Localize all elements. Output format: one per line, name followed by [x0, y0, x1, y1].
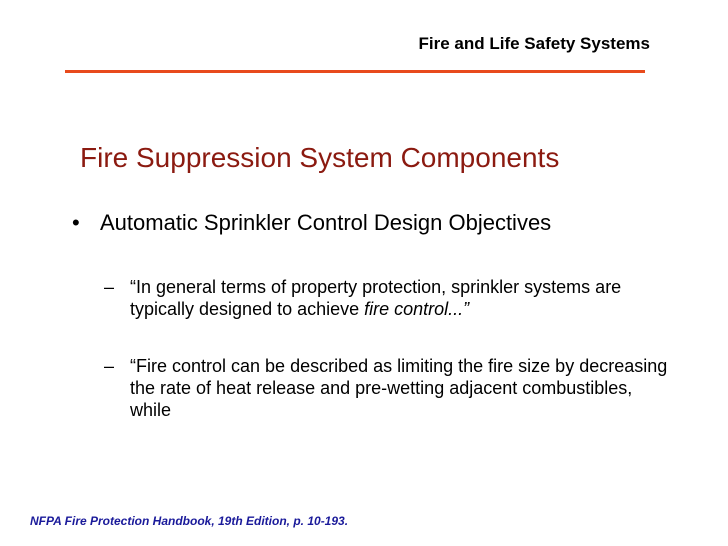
sub-bullet-marker: – [104, 277, 115, 297]
bullet-item [72, 210, 592, 236]
sub-bullet-text [130, 276, 669, 320]
sub-bullet-item [104, 276, 669, 320]
sub-bullet-text-italic: fire control...” [364, 299, 470, 319]
slide-title: Fire Suppression System Components [80, 142, 560, 173]
sub-bullet-item [104, 355, 669, 421]
header-divider [65, 70, 645, 73]
sub-bullet-text-regular: “In general terms of property protection, sprinkler systems are typically designed to achieve [130, 277, 622, 319]
header-title: Fire and Life Safety Systems [418, 34, 650, 53]
bullet-marker: • [72, 210, 80, 235]
bullet-text: Automatic Sprinkler Control Design Objectives [100, 210, 552, 235]
sub-bullet-marker: – [104, 356, 115, 376]
footer-citation: NFPA Fire Protection Handbook, 19th Edition, p. 10-193. [30, 514, 349, 528]
sub-bullet-text: “Fire control can be described as limiting the fire size by decreasing the rate of heat release and pre-wetting adjacent combustibles, while [130, 356, 668, 420]
